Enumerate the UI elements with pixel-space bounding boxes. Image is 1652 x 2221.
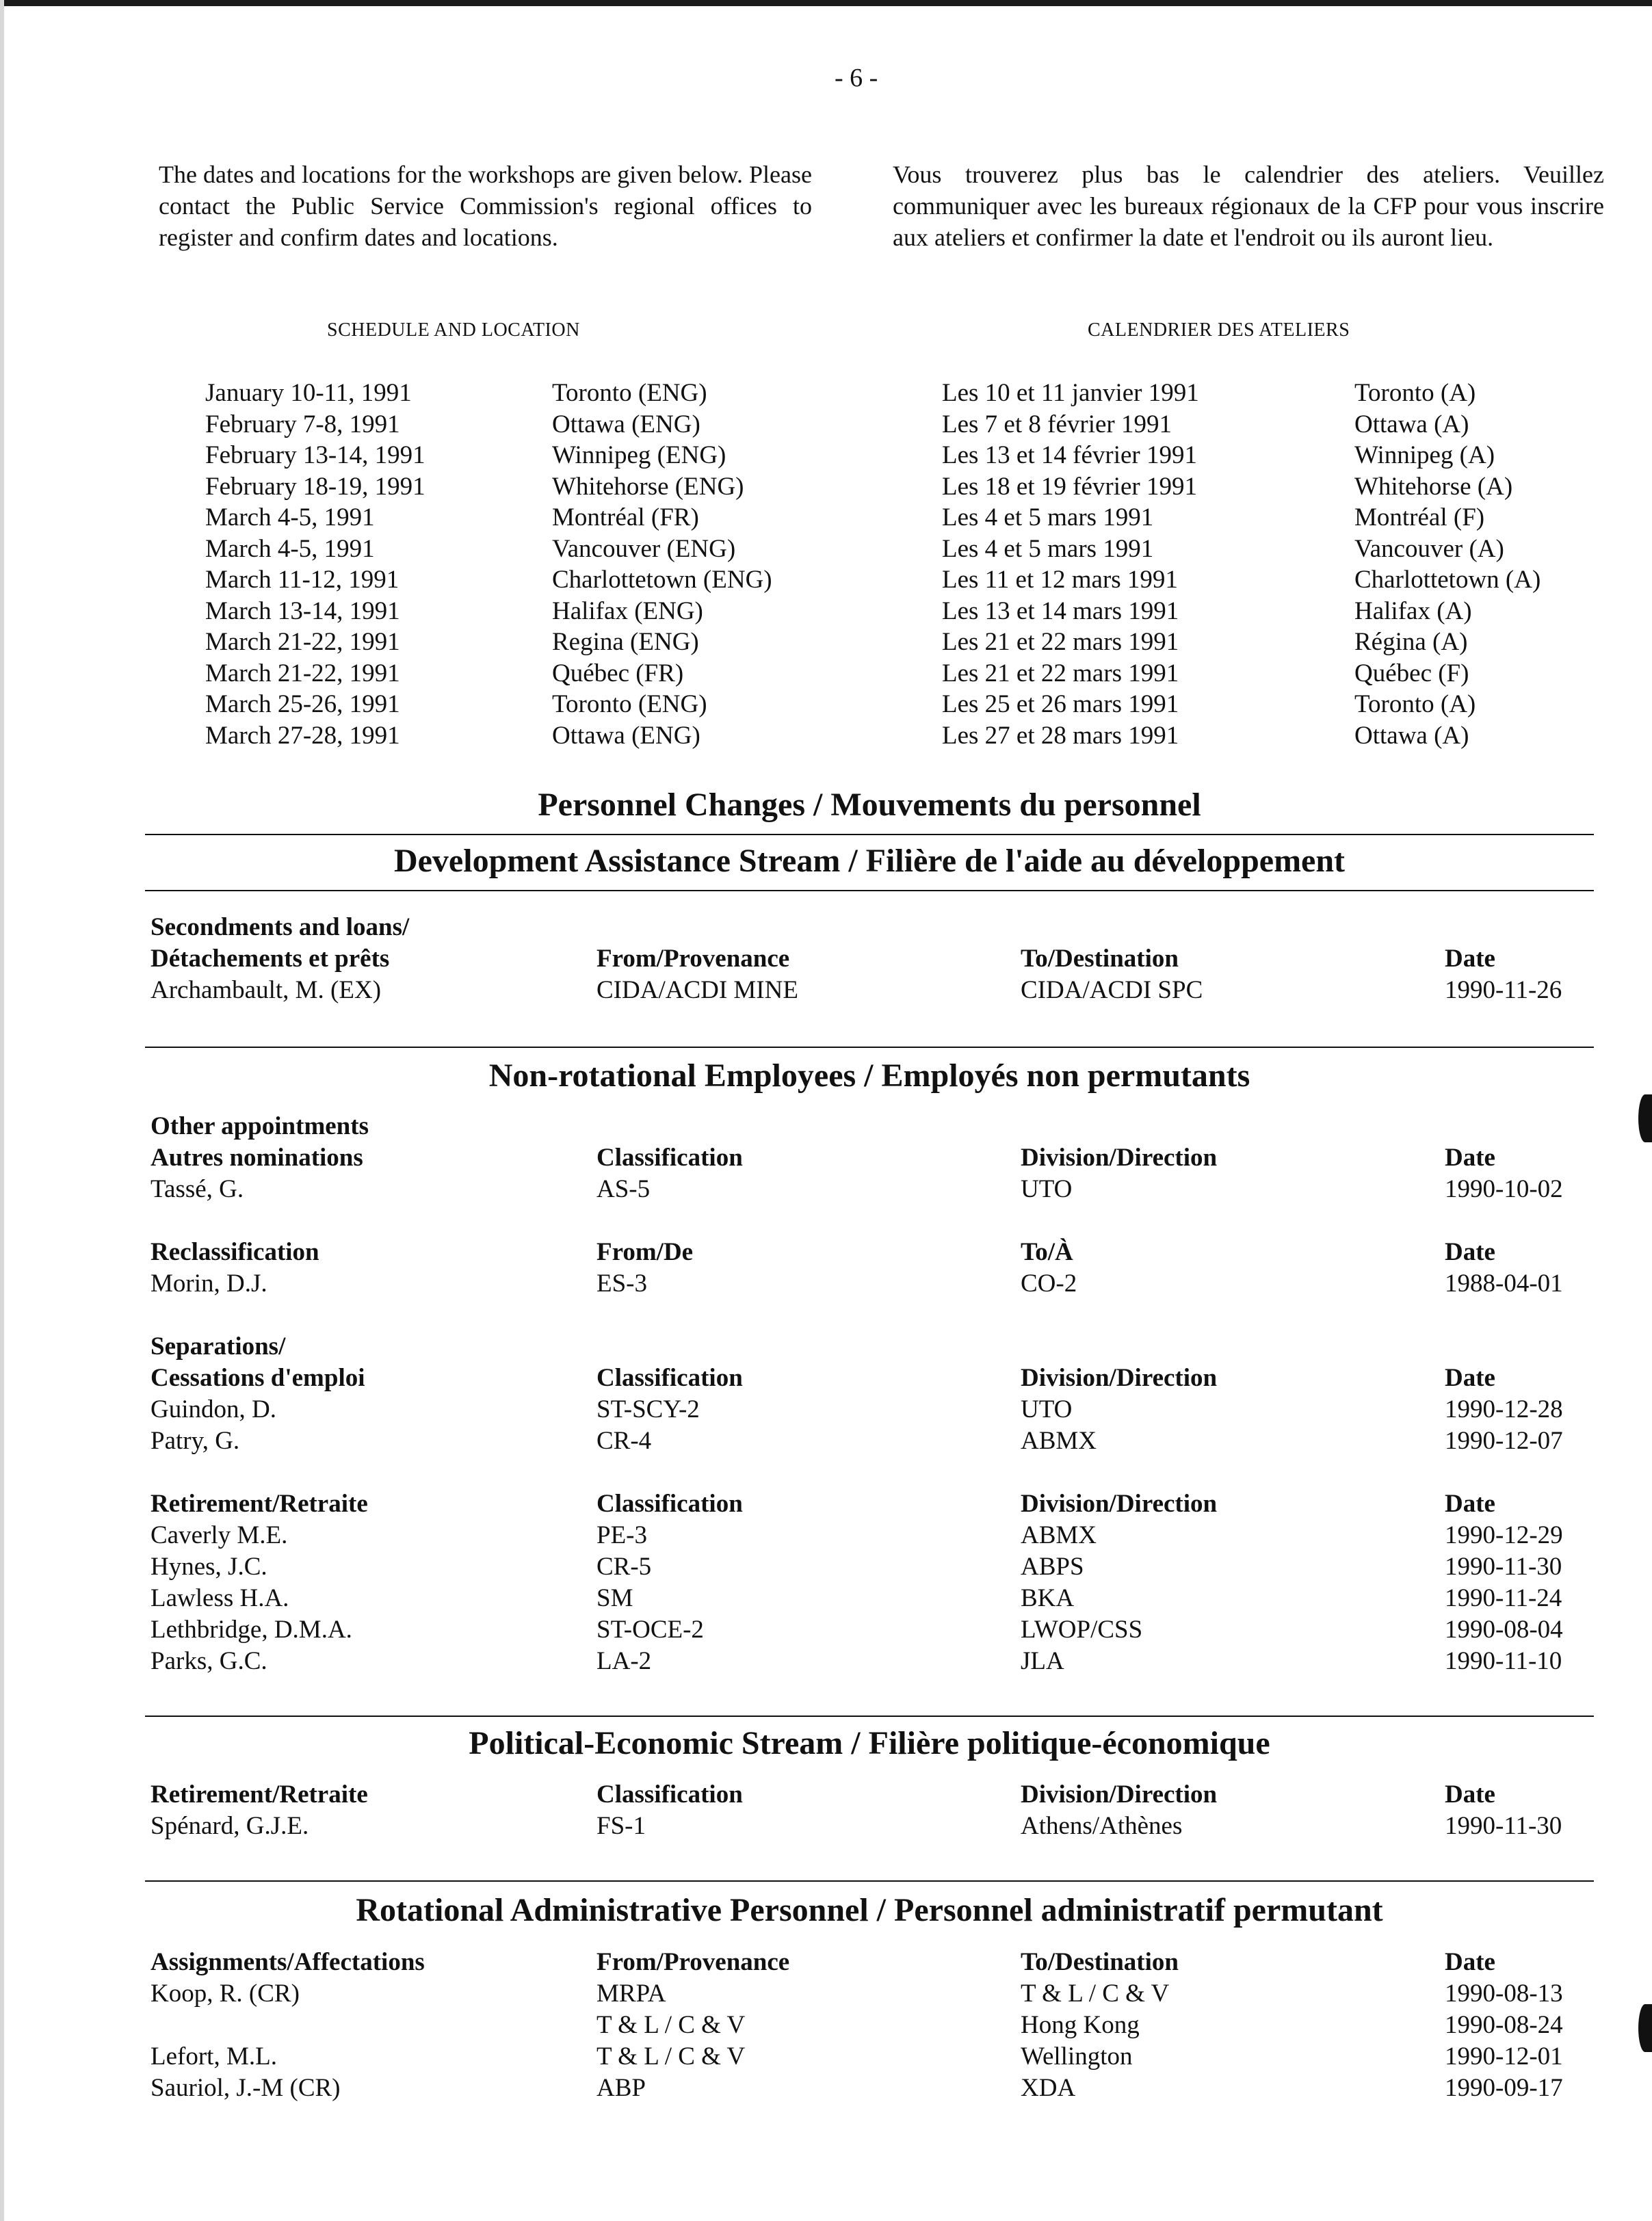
table-row: Lawless H.A. SM BKA 1990-11-24: [150, 1584, 1562, 1612]
schedule-date: Les 13 et 14 février 1991: [942, 441, 1197, 469]
schedule-location: Halifax (A): [1354, 596, 1472, 625]
schedule-row: [205, 720, 821, 752]
schedule-row: [205, 658, 821, 689]
schedule-row: [205, 596, 821, 627]
schedule-location: Winnipeg (A): [1354, 441, 1495, 469]
schedule-date: Les 4 et 5 mars 1991: [942, 534, 1154, 563]
divider: [145, 1047, 1594, 1048]
schedule-date: January 10-11, 1991: [205, 379, 412, 407]
schedule-row: [942, 658, 1592, 689]
table-row: Spénard, G.J.E. FS-1 Athens/Athènes 1990-11-30: [150, 1812, 1562, 1840]
schedule-date: February 13-14, 1991: [205, 441, 425, 469]
table-row: Archambault, M. (EX) CIDA/ACDI MINE CIDA/ACDI SPC 1990-11-26: [150, 976, 1562, 1004]
schedule-list-en: [205, 378, 821, 751]
table-row: Guindon, D. ST-SCY-2 UTO 1990-12-28: [150, 1395, 1563, 1423]
intro-english: The dates and locations for the workshops are given below. Please contact the Public Service Commission's regional offices to register and confirm dates and locations.: [159, 161, 812, 251]
schedule-row: [205, 627, 821, 658]
schedule-location: Vancouver (ENG): [552, 534, 736, 563]
schedule-row: [942, 720, 1592, 752]
table-row: Parks, G.C. LA-2 JLA 1990-11-10: [150, 1647, 1562, 1675]
divider: [145, 1880, 1594, 1882]
schedule-date: March 21-22, 1991: [205, 628, 400, 656]
scan-top-edge: [0, 0, 1652, 6]
schedule-date: February 7-8, 1991: [205, 410, 400, 438]
schedule-date: Les 21 et 22 mars 1991: [942, 659, 1179, 687]
schedule-row: [205, 440, 821, 471]
schedule-location: Toronto (ENG): [552, 690, 707, 718]
schedule-row: [942, 564, 1592, 596]
schedule-row: [942, 502, 1592, 534]
schedule-date: March 27-28, 1991: [205, 721, 400, 750]
schedule-date: February 18-19, 1991: [205, 472, 425, 501]
table-row: Patry, G. CR-4 ABMX 1990-12-07: [150, 1427, 1563, 1455]
schedule-date: March 25-26, 1991: [205, 690, 400, 718]
column-header-row: Retirement/Retraite Classification Division/Direction Date: [150, 1490, 1495, 1518]
schedule-heading-en: SCHEDULE AND LOCATION: [327, 319, 580, 341]
table-row: T & L / C & V Hong Kong 1990-08-24: [596, 2011, 1563, 2039]
schedule-date: Les 4 et 5 mars 1991: [942, 503, 1154, 531]
column-header-row: Assignments/Affectations From/Provenance To/Destination Date: [150, 1948, 1495, 1976]
rotadmin-title: Rotational Administrative Personnel / Personnel administratif permutant: [356, 1892, 1383, 1928]
schedule-location: Regina (ENG): [552, 628, 699, 656]
scan-left-edge: [0, 0, 4, 2221]
schedule-date: Les 13 et 14 mars 1991: [942, 596, 1179, 625]
schedule-location: Ottawa (A): [1354, 410, 1469, 438]
schedule-row: [942, 689, 1592, 720]
schedule-location: Québec (F): [1354, 659, 1469, 687]
schedule-date: Les 18 et 19 février 1991: [942, 472, 1197, 501]
schedule-location: Ottawa (ENG): [552, 721, 700, 750]
personnel-changes-title: Personnel Changes / Mouvements du personnel: [538, 787, 1201, 823]
schedule-date: March 11-12, 1991: [205, 566, 399, 594]
schedule-row: [942, 627, 1592, 658]
column-header-row: Reclassification From/De To/À Date: [150, 1238, 1495, 1266]
column-header-row: Détachements et prêts From/Provenance To/Destination Date: [150, 945, 1495, 973]
table-row: Lefort, M.L. T & L / C & V Wellington 1990-12-01: [150, 2042, 1563, 2071]
nonrot-title: Non-rotational Employees / Employés non permutants: [488, 1057, 1250, 1094]
table-row: Sauriol, J.-M (CR) ABP XDA 1990-09-17: [150, 2074, 1563, 2102]
schedule-heading-fr: CALENDRIER DES ATELIERS: [1088, 319, 1350, 341]
schedule-location: Ottawa (A): [1354, 721, 1469, 750]
schedule-date: March 21-22, 1991: [205, 659, 400, 687]
schedule-row: [205, 378, 821, 409]
schedule-location: Toronto (A): [1354, 690, 1476, 718]
schedule-date: March 13-14, 1991: [205, 596, 400, 625]
schedule-row: [205, 564, 821, 596]
table-row: Caverly M.E. PE-3 ABMX 1990-12-29: [150, 1521, 1563, 1549]
schedule-row: [205, 471, 821, 503]
schedule-location: Toronto (A): [1354, 379, 1476, 407]
schedule-date: March 4-5, 1991: [205, 534, 375, 563]
schedule-date: March 4-5, 1991: [205, 503, 375, 531]
schedule-row: [942, 596, 1592, 627]
schedule-row: [205, 502, 821, 534]
schedule-row: [942, 440, 1592, 471]
schedule-location: Winnipeg (ENG): [552, 441, 726, 469]
schedule-date: Les 11 et 12 mars 1991: [942, 566, 1178, 594]
binder-hole-mark: [1638, 2004, 1652, 2052]
schedule-row: [205, 534, 821, 565]
schedule-list-fr: [942, 378, 1592, 751]
schedule-date: Les 27 et 28 mars 1991: [942, 721, 1179, 750]
polecon-title: Political-Economic Stream / Filière politique-économique: [469, 1725, 1270, 1761]
page-number: - 6 -: [835, 64, 878, 92]
schedule-row: [942, 378, 1592, 409]
divider: [145, 1716, 1594, 1717]
binder-hole-mark: [1638, 1094, 1652, 1142]
schedule-location: Whitehorse (ENG): [552, 472, 744, 501]
column-header-row: Retirement/Retraite Classification Division/Direction Date: [150, 1780, 1495, 1809]
dev-stream-title: Development Assistance Stream / Filière de l'aide au développement: [393, 843, 1346, 879]
table-row: Morin, D.J. ES-3 CO-2 1988-04-01: [150, 1270, 1563, 1298]
intro-french: Vous trouverez plus bas le calendrier des ateliers. Veuillez communiquer avec les bureaux régionaux de la CFP pour vous inscrire aux ateliers et confirmer la date et l'endroit ou ils auront lieu.: [893, 161, 1604, 251]
schedule-location: Charlottetown (ENG): [552, 566, 772, 594]
category-heading: Separations/: [150, 1332, 286, 1361]
schedule-row: [205, 409, 821, 441]
divider: [145, 834, 1594, 835]
schedule-date: Les 10 et 11 janvier 1991: [942, 379, 1199, 407]
schedule-location: Halifax (ENG): [552, 596, 703, 625]
schedule-date: Les 25 et 26 mars 1991: [942, 690, 1179, 718]
table-row: Koop, R. (CR) MRPA T & L / C & V 1990-08-13: [150, 1980, 1563, 2008]
schedule-row: [942, 534, 1592, 565]
schedule-location: Montréal (FR): [552, 503, 699, 531]
category-heading: Secondments and loans/: [150, 913, 410, 941]
schedule-date: Les 7 et 8 février 1991: [942, 410, 1172, 438]
schedule-location: Vancouver (A): [1354, 534, 1504, 563]
schedule-row: [942, 409, 1592, 441]
schedule-location: Charlottetown (A): [1354, 566, 1541, 594]
schedule-row: [942, 471, 1592, 503]
schedule-location: Ottawa (ENG): [552, 410, 700, 438]
schedule-row: [205, 689, 821, 720]
column-header-row: Cessations d'emploi Classification Division/Direction Date: [150, 1364, 1495, 1392]
schedule-location: Whitehorse (A): [1354, 472, 1513, 501]
schedule-location: Montréal (F): [1354, 503, 1485, 531]
schedule-date: Les 21 et 22 mars 1991: [942, 628, 1179, 656]
table-row: Hynes, J.C. CR-5 ABPS 1990-11-30: [150, 1553, 1562, 1581]
schedule-location: Régina (A): [1354, 628, 1468, 656]
schedule-location: Toronto (ENG): [552, 379, 707, 407]
table-row: Lethbridge, D.M.A. ST-OCE-2 LWOP/CSS 1990-08-04: [150, 1616, 1563, 1644]
column-header-row: Autres nominations Classification Division/Direction Date: [150, 1144, 1495, 1172]
category-heading: Other appointments: [150, 1112, 369, 1140]
table-row: Tassé, G. AS-5 UTO 1990-10-02: [150, 1175, 1563, 1203]
divider: [145, 890, 1594, 891]
schedule-location: Québec (FR): [552, 659, 684, 687]
